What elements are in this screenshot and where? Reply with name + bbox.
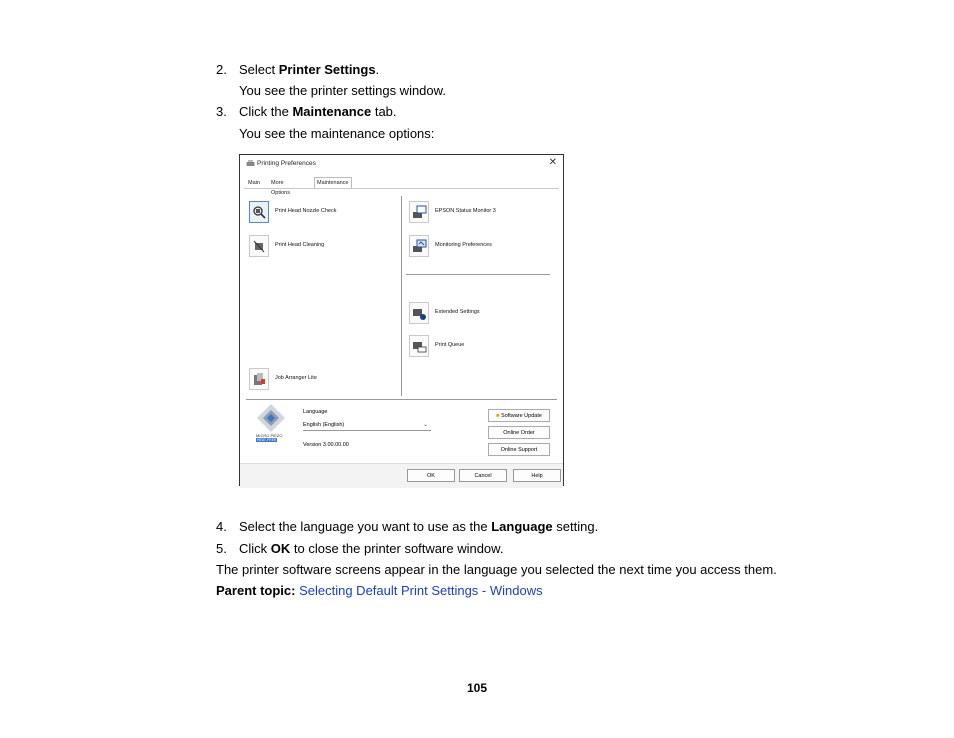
step-text: Click the: [239, 104, 293, 119]
step-text: Click: [239, 541, 271, 556]
step-number: 2.: [216, 62, 227, 77]
status-monitor-icon: [409, 201, 429, 223]
step-text-end: .: [375, 62, 380, 77]
step-2-result: You see the printer settings window.: [239, 83, 446, 98]
vertical-divider: [401, 196, 402, 396]
dialog-titlebar: [240, 155, 563, 173]
step-text-end: tab.: [371, 104, 397, 119]
extended-settings-icon: [409, 302, 429, 324]
head-cleaning-icon: [249, 235, 269, 257]
monitoring-preferences-label: Monitoring Preferences: [435, 242, 492, 248]
logo-subtext: HEAT-FREE: [257, 438, 277, 442]
step-text-end: setting.: [552, 519, 599, 534]
job-arranger-icon: [249, 368, 269, 390]
job-arranger-label: Job Arranger Lite: [275, 375, 317, 381]
tab-maintenance[interactable]: Maintenance: [314, 177, 352, 188]
language-select[interactable]: [303, 420, 431, 431]
ok-button[interactable]: OK: [407, 469, 455, 482]
chevron-down-icon: ⌄: [422, 422, 428, 428]
piezo-diamond-icon: [256, 403, 286, 433]
tab-more-options[interactable]: More Options: [271, 180, 290, 196]
monitoring-preferences-icon: [409, 235, 429, 257]
software-update-label: Software Update: [500, 413, 542, 419]
nozzle-check-icon: [249, 201, 269, 223]
step-number: 5.: [216, 541, 227, 556]
step-number: 4.: [216, 519, 227, 534]
tab-divider: [244, 188, 559, 189]
parent-topic: [216, 583, 543, 599]
version-text: Version 3.00.00.00: [303, 442, 349, 448]
print-queue-icon: [409, 335, 429, 357]
step-text: Select: [239, 62, 279, 77]
online-support-button[interactable]: Online Support: [488, 443, 550, 456]
head-cleaning-label: Print Head Cleaning: [275, 242, 325, 248]
printing-preferences-screenshot: [239, 154, 564, 486]
cancel-button[interactable]: Cancel: [459, 469, 507, 482]
nozzle-check-label: Print Head Nozzle Check: [275, 208, 337, 214]
step-bold: Maintenance: [292, 104, 372, 119]
language-value: English (English): [303, 422, 345, 428]
dialog-title: Printing Preferences: [257, 160, 316, 167]
online-order-button[interactable]: Online Order: [488, 426, 550, 439]
parent-topic-label: Parent topic:: [216, 583, 296, 598]
parent-topic-link[interactable]: Selecting Default Print Settings - Windows: [299, 583, 543, 598]
software-update-button[interactable]: [488, 409, 550, 422]
page-number: 105: [466, 681, 488, 695]
step-text-end: to close the printer software window.: [290, 541, 504, 556]
status-monitor-label: EPSON Status Monitor 3: [435, 208, 496, 214]
step-bold: Language: [491, 519, 553, 534]
horizontal-divider: [406, 274, 550, 275]
printer-icon: [246, 160, 255, 167]
closing-paragraph: The printer software screens appear in the language you selected the next time you access them.: [216, 562, 777, 577]
step-3-result: You see the maintenance options:: [239, 126, 435, 141]
print-queue-label: Print Queue: [435, 342, 465, 348]
micro-piezo-logo: [256, 403, 286, 443]
extended-settings-label: Extended Settings: [435, 309, 480, 315]
shield-icon: ■: [496, 413, 500, 419]
step-bold: Printer Settings: [278, 62, 376, 77]
bottom-divider: [246, 399, 557, 400]
help-button[interactable]: Help: [513, 469, 561, 482]
logo-text: MICRO PIEZO: [256, 433, 283, 438]
tab-main[interactable]: Main: [248, 180, 260, 186]
step-bold: OK: [270, 541, 291, 556]
step-number: 3.: [216, 104, 227, 119]
language-label: Language: [303, 409, 328, 415]
close-icon[interactable]: ✕: [548, 157, 557, 168]
step-text: Select the language you want to use as the: [239, 519, 492, 534]
